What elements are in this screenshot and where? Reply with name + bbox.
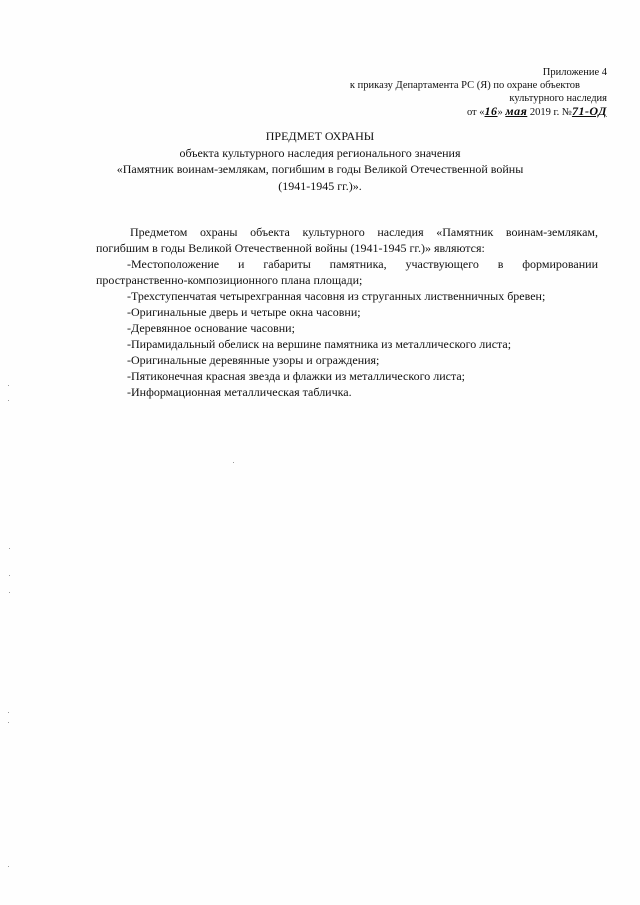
date-mid: »: [497, 107, 506, 118]
date-prefix: от «: [466, 107, 485, 118]
handwritten-day: 16: [484, 104, 498, 118]
intro-line-2: погибшим в годы Великой Отечественной войны (1941-1945 гг.)» являются:: [96, 241, 485, 255]
list-item: -Оригинальные деревянные узоры и ограждения;: [127, 353, 380, 367]
item-location-line-1: -Местоположение и габариты памятника, участвующего в формировании: [127, 257, 598, 271]
date-year: 2019 г. №: [527, 107, 572, 118]
scan-speck: [8, 722, 9, 723]
list-item: -Оригинальные дверь и четыре окна часовни;: [127, 305, 361, 319]
document-subtitle-2: «Памятник воинам-землякам, погибшим в годы Великой Отечественной войны: [116, 162, 524, 176]
document-subtitle-1: объекта культурного наследия регионального значения: [179, 146, 461, 160]
scan-speck: [233, 462, 234, 463]
document-subtitle-3: (1941-1945 гг.)».: [278, 179, 362, 193]
item-location-line-2: пространственно-композиционного плана площади;: [96, 273, 363, 287]
scan-speck: [9, 592, 10, 593]
scan-speck: [8, 712, 9, 713]
list-item: -Пирамидальный обелиск на вершине памятника из металлического листа;: [127, 337, 512, 351]
scan-speck: [8, 866, 9, 867]
intro-line-1: Предметом охраны объекта культурного наследия «Памятник воинам-землякам,: [130, 225, 598, 239]
appendix-date-line: [287, 105, 607, 119]
list-item: -Информационная металлическая табличка.: [127, 385, 352, 399]
scan-speck: [9, 548, 10, 549]
appendix-number: Приложение 4: [542, 67, 607, 78]
appendix-department: культурного наследия: [509, 93, 607, 104]
scan-speck: [8, 385, 9, 386]
scan-speck: [8, 400, 9, 401]
list-item: -Деревянное основание часовни;: [127, 321, 295, 335]
appendix-header: [287, 66, 607, 119]
list-item: -Пятиконечная красная звезда и флажки из металлического листа;: [127, 369, 466, 383]
document-heading: ПРЕДМЕТ ОХРАНЫ: [265, 129, 375, 143]
list-item: -Трехступенчатая четырехгранная часовня из струганных лиственничных бревен;: [127, 289, 546, 303]
scan-speck: [9, 575, 10, 576]
appendix-order-reference: к приказу Департамента РС (Я) по охране объектов: [349, 80, 580, 91]
handwritten-month: мая: [505, 104, 528, 118]
handwritten-order-number: 71-ОД: [571, 104, 607, 118]
